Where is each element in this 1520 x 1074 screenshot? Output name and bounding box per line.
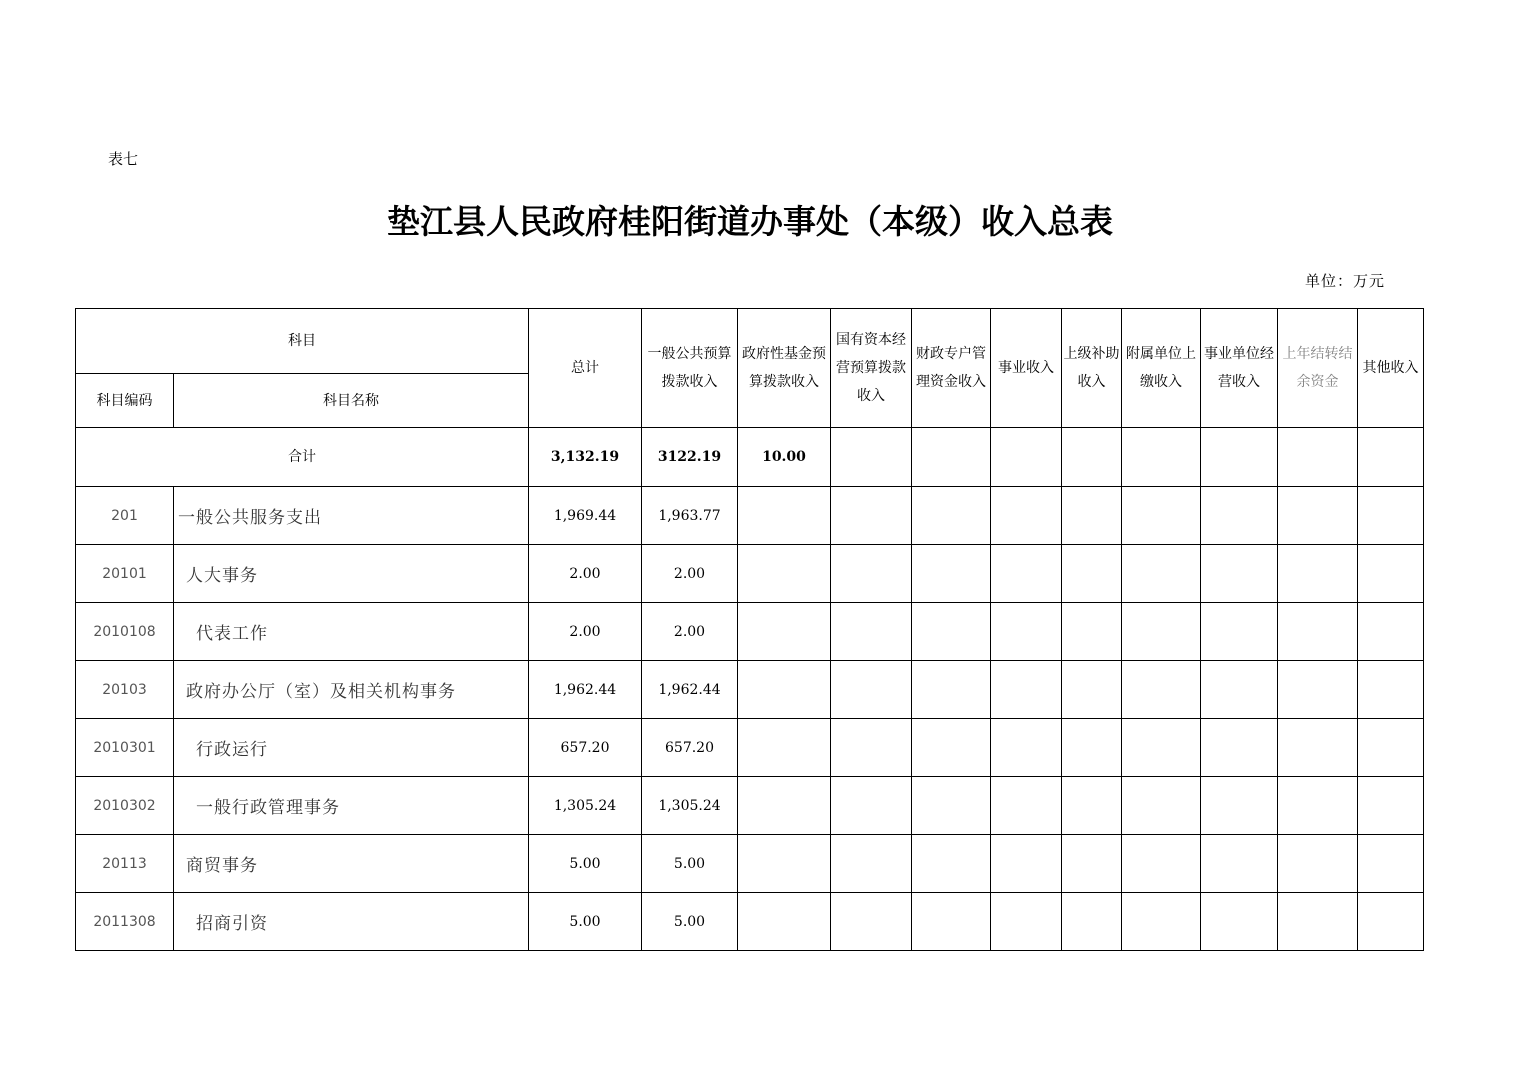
empty-cell xyxy=(991,835,1062,893)
empty-cell xyxy=(831,777,912,835)
empty-cell xyxy=(1358,835,1424,893)
empty-cell xyxy=(738,835,831,893)
subject-code: 201 xyxy=(76,487,174,545)
subject-name: 政府办公厅（室）及相关机构事务 xyxy=(174,661,529,719)
total-value: 1,305.24 xyxy=(529,777,642,835)
empty-cell xyxy=(912,893,991,951)
header-row-1 xyxy=(76,309,1424,374)
empty-cell xyxy=(1122,777,1201,835)
empty-cell xyxy=(1358,719,1424,777)
table-number-label: 表七 xyxy=(108,150,139,168)
general-budget-value: 5.00 xyxy=(642,893,738,951)
empty-cell xyxy=(831,835,912,893)
subject-name: 一般行政管理事务 xyxy=(174,777,529,835)
general-budget-value: 1,962.44 xyxy=(642,661,738,719)
empty-cell xyxy=(1201,661,1278,719)
empty-cell xyxy=(912,603,991,661)
empty-cell xyxy=(738,487,831,545)
subject-code: 20103 xyxy=(76,661,174,719)
subject-name: 人大事务 xyxy=(174,545,529,603)
general-budget-value: 657.20 xyxy=(642,719,738,777)
summary-general-budget: 3122.19 xyxy=(642,428,738,487)
empty-cell xyxy=(831,719,912,777)
empty-cell xyxy=(991,603,1062,661)
empty-cell xyxy=(1062,545,1122,603)
header-fiscal-special: 财政专户管理资金收入 xyxy=(912,309,991,428)
empty-cell xyxy=(991,661,1062,719)
total-value: 2.00 xyxy=(529,603,642,661)
empty-cell xyxy=(738,719,831,777)
total-value: 1,962.44 xyxy=(529,661,642,719)
subject-code: 2010108 xyxy=(76,603,174,661)
general-budget-value: 1,305.24 xyxy=(642,777,738,835)
header-total: 总计 xyxy=(529,309,642,428)
empty-cell xyxy=(1122,719,1201,777)
empty-cell xyxy=(738,603,831,661)
empty-cell xyxy=(1122,835,1201,893)
empty-cell xyxy=(912,719,991,777)
empty-cell xyxy=(1278,487,1358,545)
header-subject: 科目 xyxy=(76,309,529,374)
empty-cell xyxy=(1122,545,1201,603)
subject-name: 商贸事务 xyxy=(174,835,529,893)
empty-cell xyxy=(1278,719,1358,777)
empty-cell xyxy=(912,487,991,545)
general-budget-value: 2.00 xyxy=(642,603,738,661)
empty-cell xyxy=(1201,487,1278,545)
empty-cell xyxy=(831,487,912,545)
empty-cell xyxy=(991,893,1062,951)
header-subject-name: 科目名称 xyxy=(174,374,529,428)
header-affiliated-unit: 附属单位上缴收入 xyxy=(1122,309,1201,428)
empty-cell xyxy=(912,777,991,835)
subject-name: 行政运行 xyxy=(174,719,529,777)
empty-cell xyxy=(991,545,1062,603)
table-row xyxy=(76,893,1424,951)
empty-cell xyxy=(991,777,1062,835)
empty-cell xyxy=(1358,603,1424,661)
empty-cell xyxy=(1062,893,1122,951)
subject-code: 2010301 xyxy=(76,719,174,777)
empty-cell xyxy=(738,545,831,603)
empty-cell xyxy=(1062,661,1122,719)
summary-total: 3,132.19 xyxy=(529,428,642,487)
empty-cell xyxy=(991,487,1062,545)
empty-cell xyxy=(912,661,991,719)
table-row xyxy=(76,835,1424,893)
empty-cell xyxy=(1201,603,1278,661)
empty-cell xyxy=(1201,719,1278,777)
empty-cell xyxy=(1062,835,1122,893)
empty-cell xyxy=(912,545,991,603)
empty-cell xyxy=(1278,893,1358,951)
empty-cell xyxy=(1358,777,1424,835)
empty-cell xyxy=(912,835,991,893)
header-superior-subsidy: 上级补助收入 xyxy=(1062,309,1122,428)
header-gov-fund: 政府性基金预算拨款收入 xyxy=(738,309,831,428)
subject-code: 2011308 xyxy=(76,893,174,951)
empty-cell xyxy=(1278,835,1358,893)
empty-cell xyxy=(1278,545,1358,603)
subject-code: 20101 xyxy=(76,545,174,603)
subject-name: 代表工作 xyxy=(174,603,529,661)
table-row xyxy=(76,719,1424,777)
general-budget-value: 2.00 xyxy=(642,545,738,603)
header-subject-code: 科目编码 xyxy=(76,374,174,428)
empty-cell xyxy=(831,893,912,951)
empty-cell xyxy=(1201,893,1278,951)
empty-cell xyxy=(1122,661,1201,719)
empty-cell xyxy=(1278,603,1358,661)
summary-gov-fund: 10.00 xyxy=(738,428,831,487)
table-row xyxy=(76,487,1424,545)
total-value: 657.20 xyxy=(529,719,642,777)
empty-cell xyxy=(1122,603,1201,661)
empty-cell xyxy=(738,777,831,835)
unit-label: 单位：万元 xyxy=(1305,272,1386,290)
total-value: 1,969.44 xyxy=(529,487,642,545)
subject-code: 20113 xyxy=(76,835,174,893)
empty-cell xyxy=(1358,893,1424,951)
summary-label: 合计 xyxy=(76,428,529,487)
subject-name: 一般公共服务支出 xyxy=(174,487,529,545)
empty-cell xyxy=(1062,719,1122,777)
empty-cell xyxy=(1278,661,1358,719)
empty-cell xyxy=(1358,545,1424,603)
total-value: 2.00 xyxy=(529,545,642,603)
empty-cell xyxy=(738,893,831,951)
empty-cell xyxy=(1122,487,1201,545)
table-row xyxy=(76,777,1424,835)
table-row xyxy=(76,545,1424,603)
empty-cell xyxy=(831,661,912,719)
empty-cell xyxy=(1062,603,1122,661)
empty-cell xyxy=(1358,661,1424,719)
empty-cell xyxy=(831,545,912,603)
income-summary-table xyxy=(75,308,1424,951)
empty-cell xyxy=(1201,835,1278,893)
empty-cell xyxy=(1358,487,1424,545)
empty-cell xyxy=(738,661,831,719)
document-title: 垫江县人民政府桂阳街道办事处（本级）收入总表 xyxy=(387,202,1113,241)
table-row xyxy=(76,603,1424,661)
empty-cell xyxy=(1062,487,1122,545)
summary-row xyxy=(76,428,1424,487)
header-other-income: 其他收入 xyxy=(1358,309,1424,428)
subject-code: 2010302 xyxy=(76,777,174,835)
header-state-capital: 国有资本经营预算拨款收入 xyxy=(831,309,912,428)
empty-cell xyxy=(1201,545,1278,603)
subject-name: 招商引资 xyxy=(174,893,529,951)
header-prior-year-balance: 上年结转结余资金 xyxy=(1278,309,1358,428)
general-budget-value: 1,963.77 xyxy=(642,487,738,545)
general-budget-value: 5.00 xyxy=(642,835,738,893)
empty-cell xyxy=(1278,777,1358,835)
total-value: 5.00 xyxy=(529,835,642,893)
header-unit-operation: 事业单位经营收入 xyxy=(1201,309,1278,428)
empty-cell xyxy=(1122,893,1201,951)
table-row xyxy=(76,661,1424,719)
header-general-budget: 一般公共预算拨款收入 xyxy=(642,309,738,428)
empty-cell xyxy=(1062,777,1122,835)
empty-cell xyxy=(831,603,912,661)
total-value: 5.00 xyxy=(529,893,642,951)
empty-cell xyxy=(991,719,1062,777)
header-business-income: 事业收入 xyxy=(991,309,1062,428)
empty-cell xyxy=(1201,777,1278,835)
